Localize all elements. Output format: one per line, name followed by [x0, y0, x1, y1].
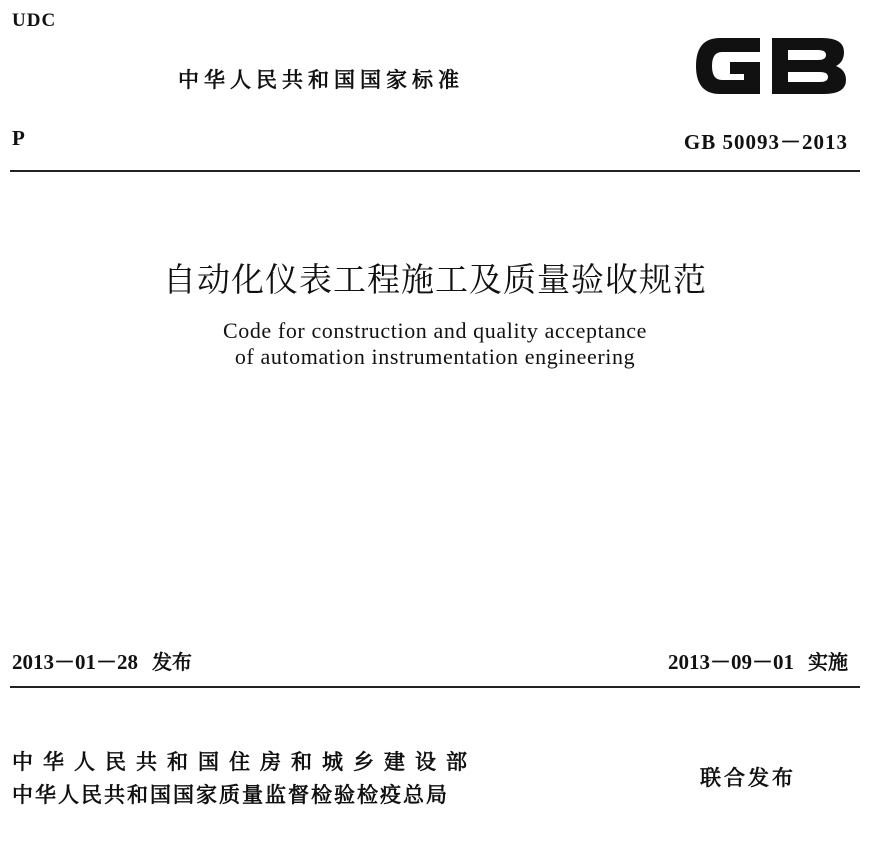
- title-english-line2: of automation instrumentation engineering: [234, 344, 636, 369]
- title-chinese: 自动化仪表工程施工及质量验收规范: [163, 260, 707, 299]
- category-code: P: [12, 126, 25, 150]
- standard-number: GB 50093－2013: [683, 130, 848, 154]
- issue-label: 发布: [152, 650, 192, 674]
- publisher-line1: 中华人民共和国住房和城乡建设部: [12, 750, 477, 774]
- gb-logo: [690, 32, 850, 100]
- publisher-line2: 中华人民共和国国家质量监督检验检疫总局: [12, 783, 449, 807]
- implement-label: 实施: [808, 650, 848, 674]
- implement-date: 2013－09－01: [668, 650, 794, 674]
- title-english-line1: Code for construction and quality acceptance: [222, 318, 648, 343]
- issue-date: 2013－01－28: [12, 650, 138, 674]
- udc-label: UDC: [12, 10, 57, 31]
- implement-date-block: [668, 646, 848, 676]
- bottom-rule: [10, 686, 860, 688]
- issue-date-block: [12, 646, 192, 676]
- joint-release-label: 联合发布: [700, 766, 796, 790]
- national-standard-heading: 中华人民共和国国家标准: [178, 68, 464, 92]
- top-rule: [10, 170, 860, 172]
